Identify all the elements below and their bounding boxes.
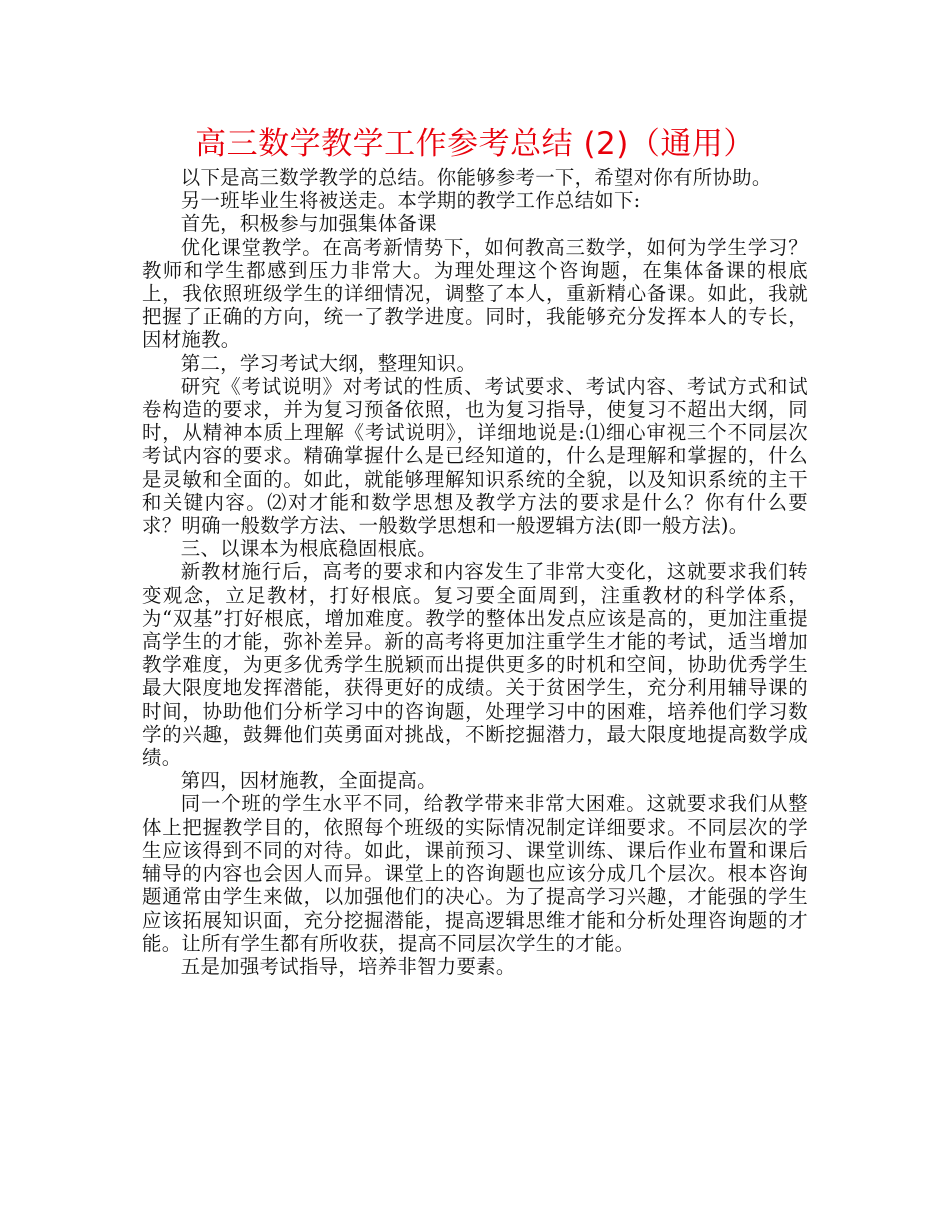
section-heading-first: 首先，积极参与加强集体备课 — [180, 212, 437, 236]
paragraph-fourth: 同一个班的学生水平不同，给教学带来非常大困难。这就要求我们从整体上把握教学目的，依照每个班级的实际情况制定详细要求。不同层次的学生应该得到不同的对待。如此，课前预习、课堂训练、课后作业布置和课后辅导的内容也会因人而异。课堂上的咨询题也应该分成几个层次。根本咨询题通常由学生来做，以加强他们的决心。为了提高学习兴趣，才能强的学生应该拓展知识面，充分挖掘潜能，提高逻辑思维才能和分析处理咨询题的才能。让所有学生都有所收获，提高不同层次学生的才能。 — [142, 792, 808, 955]
section-heading-second: 第二，学习考试大纲，整理知识。 — [180, 351, 477, 375]
section-heading-fourth: 第四，因材施教，全面提高。 — [180, 769, 437, 793]
paragraph-second: 研究《考试说明》对考试的性质、考试要求、考试内容、考试方式和试卷构造的要求，并为复习预备依照，也为复习指导，使复习不超出大纲，同时，从精神本质上理解《考试说明》，详细地说是:⑴细心审视三个不同层次考试内容的要求。精确掌握什么是已经知道的，什么是理解和掌握的，什么是灵敏和全面的。如此，就能够理解知识系统的全貌，以及知识系统的主干和关键内容。⑵对才能和数学思想及教学方法的要求是什么？你有什么要求？明确一般数学方法、一般数学思想和一般逻辑方法(即一般方法)。 — [142, 374, 808, 538]
document-body — [142, 166, 808, 978]
section-heading-third: 三、以课本为根底稳固根底。 — [180, 537, 437, 561]
document-title: 高三数学教学工作参考总结 (2)（通用） — [195, 126, 755, 162]
paragraph-first: 优化课堂教学。在高考新情势下，如何教高三数学，如何为学生学习？教师和学生都感到压力非常大。为理处理这个咨询题，在集体备课的根底上，我依照班级学生的详细情况，调整了本人，重新精心备课。如此，我就把握了正确的方向，统一了教学进度。同时，我能够充分发挥本人的专长，因材施教。 — [142, 235, 808, 352]
paragraph-third: 新教材施行后，高考的要求和内容发生了非常大变化，这就要求我们转变观念，立足教材，打好根底。复习要全面周到，注重教材的科学体系，为“双基”打好根底，增加难度。教学的整体出发点应该是高的，更加注重提高学生的才能，弥补差异。新的高考将更加注重学生才能的考试，适当增加教学难度，为更多优秀学生脱颖而出提供更多的时机和空间，协助优秀学生最大限度地发挥潜能，获得更好的成绩。关于贫困学生，充分利用辅导课的时间，协助他们分析学习中的咨询题，处理学习中的困难，培养他们学习数学的兴趣，鼓舞他们英勇面对挑战，不断挖掘潜力，最大限度地提高数学成绩。 — [142, 560, 808, 770]
section-heading-fifth: 五是加强考试指导，培养非智力要素。 — [180, 954, 516, 978]
paragraph-summary-lead: 另一班毕业生将被送走。本学期的教学工作总结如下: — [180, 189, 641, 213]
paragraph-intro: 以下是高三数学教学的总结。你能够参考一下，希望对你有所协助。 — [180, 166, 772, 189]
